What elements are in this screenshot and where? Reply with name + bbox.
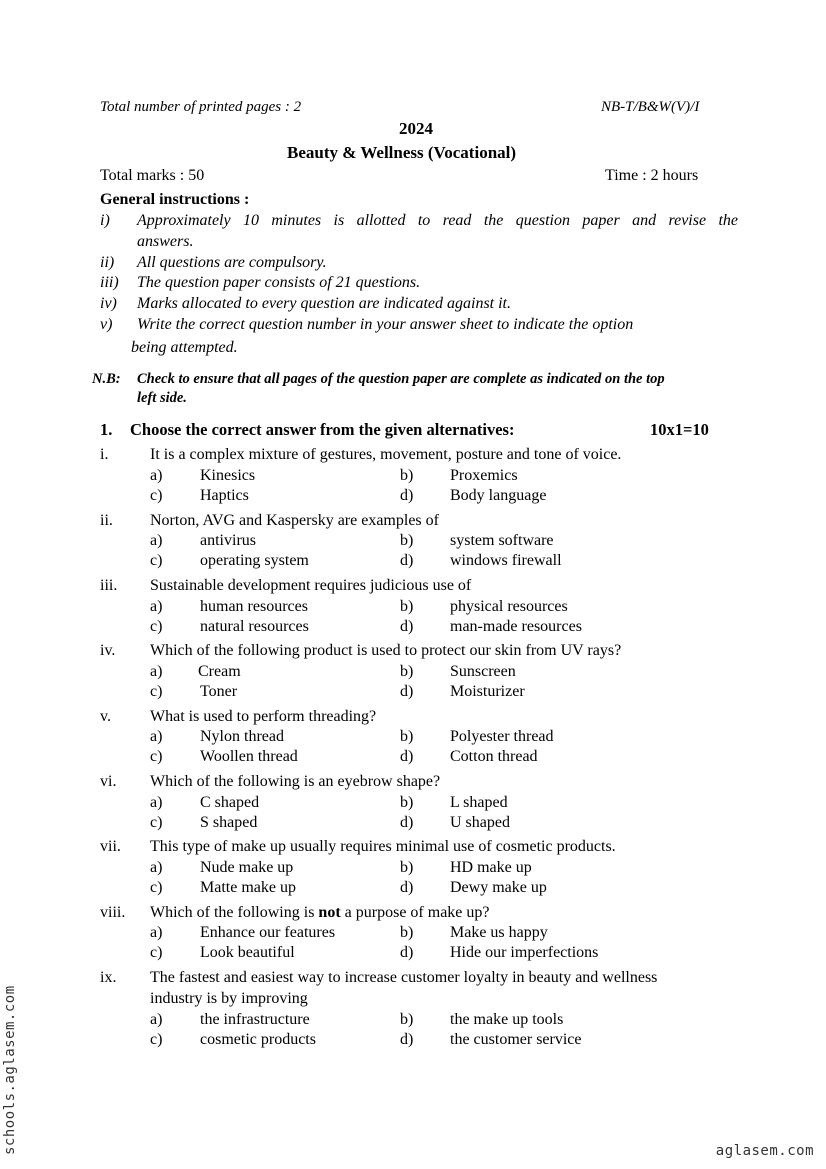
- question-text: This type of make up usually requires minimal use of cosmetic products.: [150, 838, 616, 855]
- question-text: The fastest and easiest way to increase customer loyalty in beauty and wellness: [150, 969, 658, 986]
- option-text: Nude make up: [200, 859, 294, 876]
- instruction-number: ii): [100, 254, 115, 271]
- option-letter: d): [400, 683, 414, 700]
- option-text: Cotton thread: [450, 748, 538, 765]
- option-letter: d): [400, 879, 414, 896]
- option-text: Make us happy: [450, 924, 548, 941]
- instruction-text: Approximately 10 minutes is allotted to read the question paper and revise the: [137, 212, 738, 229]
- option-text: man-made resources: [450, 618, 582, 635]
- option-text: L shaped: [450, 794, 508, 811]
- question-number: v.: [100, 708, 111, 725]
- option-letter: c): [150, 618, 163, 635]
- option-letter: a): [150, 1011, 163, 1028]
- question-number: viii.: [100, 904, 126, 921]
- option-letter: a): [150, 532, 163, 549]
- option-text: C shaped: [200, 794, 260, 811]
- option-letter: c): [150, 552, 163, 569]
- question-text: It is a complex mixture of gestures, movement, posture and tone of voice.: [150, 446, 622, 463]
- option-letter: d): [400, 552, 414, 569]
- option-text: Hide our imperfections: [450, 944, 599, 961]
- option-letter: a): [150, 924, 163, 941]
- option-text: Haptics: [200, 487, 249, 504]
- question-text: What is used to perform threading?: [150, 708, 377, 725]
- option-text: the customer service: [450, 1031, 582, 1048]
- side-watermark: schools.aglasem.com: [2, 985, 18, 1155]
- option-letter: b): [400, 924, 414, 941]
- option-letter: c): [150, 748, 163, 765]
- option-text: U shaped: [450, 814, 510, 831]
- option-text: Polyester thread: [450, 728, 554, 745]
- instruction-text: being attempted.: [131, 339, 238, 356]
- total-marks: Total marks : 50: [100, 167, 205, 184]
- option-text: Matte make up: [200, 879, 296, 896]
- question-text: Norton, AVG and Kaspersky are examples of: [150, 512, 439, 529]
- option-letter: d): [400, 1031, 414, 1048]
- question-text-emphasis: not: [318, 904, 341, 921]
- option-text: windows firewall: [450, 552, 562, 569]
- option-text: physical resources: [450, 598, 568, 615]
- option-letter: b): [400, 794, 414, 811]
- option-text: the make up tools: [450, 1011, 564, 1028]
- question-text: Which of the following product is used to protect our skin from UV rays?: [150, 642, 622, 659]
- option-text: system software: [450, 532, 554, 549]
- option-text: Enhance our features: [200, 924, 336, 941]
- option-letter: b): [400, 598, 414, 615]
- question-text: industry is by improving: [150, 990, 308, 1007]
- nb-text: left side.: [137, 390, 187, 406]
- question-number: ii.: [100, 512, 113, 529]
- option-letter: c): [150, 1031, 163, 1048]
- option-letter: c): [150, 944, 163, 961]
- question-text: Sustainable development requires judicious use of: [150, 577, 472, 594]
- exam-year: 2024: [399, 119, 433, 138]
- printed-pages-note: Total number of printed pages : 2: [100, 99, 302, 115]
- option-text: Body language: [450, 487, 547, 504]
- option-text: Sunscreen: [450, 663, 516, 680]
- question-text-pre: Which of the following is: [150, 904, 319, 921]
- option-letter: d): [400, 487, 414, 504]
- question-text-post: a purpose of make up?: [340, 904, 490, 921]
- instructions-title: General instructions :: [100, 191, 250, 208]
- question-number: iv.: [100, 642, 116, 659]
- instruction-text: The question paper consists of 21 questions.: [137, 274, 421, 291]
- question-number: i.: [100, 446, 109, 463]
- option-letter: a): [150, 794, 163, 811]
- option-text: cosmetic products: [200, 1031, 316, 1048]
- option-text: natural resources: [200, 618, 309, 635]
- option-text: the infrastructure: [200, 1011, 310, 1028]
- option-letter: b): [400, 532, 414, 549]
- option-letter: a): [150, 598, 163, 615]
- option-letter: b): [400, 859, 414, 876]
- option-text: Proxemics: [450, 467, 518, 484]
- option-letter: b): [400, 467, 414, 484]
- option-text: Moisturizer: [450, 683, 525, 700]
- option-text: Look beautiful: [200, 944, 295, 961]
- option-letter: a): [150, 467, 163, 484]
- question-text: [150, 904, 490, 922]
- nb-text: Check to ensure that all pages of the question paper are complete as indicated on the top: [137, 371, 665, 387]
- instruction-number: iii): [100, 274, 119, 291]
- question-number: vii.: [100, 838, 121, 855]
- instruction-number: i): [100, 212, 110, 229]
- option-letter: a): [150, 728, 163, 745]
- instruction-number: v): [100, 316, 113, 333]
- option-letter: b): [400, 1011, 414, 1028]
- bottom-watermark: aglasem.com: [715, 1143, 814, 1159]
- option-text: operating system: [200, 552, 309, 569]
- option-letter: a): [150, 859, 163, 876]
- nb-label: N.B:: [92, 371, 121, 387]
- section-number: 1.: [100, 420, 113, 439]
- option-letter: b): [400, 728, 414, 745]
- instruction-text: Write the correct question number in your answer sheet to indicate the option: [137, 316, 634, 333]
- instruction-text: answers.: [137, 233, 194, 250]
- instruction-text: Marks allocated to every question are indicated against it.: [137, 295, 511, 312]
- option-letter: c): [150, 814, 163, 831]
- option-letter: d): [400, 944, 414, 961]
- option-text: Nylon thread: [200, 728, 284, 745]
- option-text: Dewy make up: [450, 879, 547, 896]
- option-text: Woollen thread: [200, 748, 298, 765]
- option-letter: b): [400, 663, 414, 680]
- option-text: Cream: [198, 663, 241, 680]
- instruction-text: All questions are compulsory.: [137, 254, 327, 271]
- question-text: Which of the following is an eyebrow shape?: [150, 773, 441, 790]
- option-text: HD make up: [450, 859, 532, 876]
- subject-title: Beauty & Wellness (Vocational): [287, 143, 517, 162]
- option-text: human resources: [200, 598, 308, 615]
- option-text: antivirus: [200, 532, 256, 549]
- option-text: Toner: [200, 683, 238, 700]
- question-number: vi.: [100, 773, 117, 790]
- option-letter: c): [150, 879, 163, 896]
- option-letter: d): [400, 618, 414, 635]
- question-number: iii.: [100, 577, 118, 594]
- section-marks: 10x1=10: [650, 420, 709, 439]
- option-text: S shaped: [200, 814, 258, 831]
- time-allowed: Time : 2 hours: [605, 167, 699, 184]
- option-letter: c): [150, 683, 163, 700]
- section-title: Choose the correct answer from the given alternatives:: [130, 420, 515, 439]
- option-letter: c): [150, 487, 163, 504]
- option-letter: d): [400, 814, 414, 831]
- paper-code: NB-T/B&W(V)/I: [601, 99, 700, 115]
- option-letter: d): [400, 748, 414, 765]
- option-letter: a): [150, 663, 163, 680]
- option-text: Kinesics: [200, 467, 256, 484]
- instruction-number: iv): [100, 295, 117, 312]
- question-number: ix.: [100, 969, 117, 986]
